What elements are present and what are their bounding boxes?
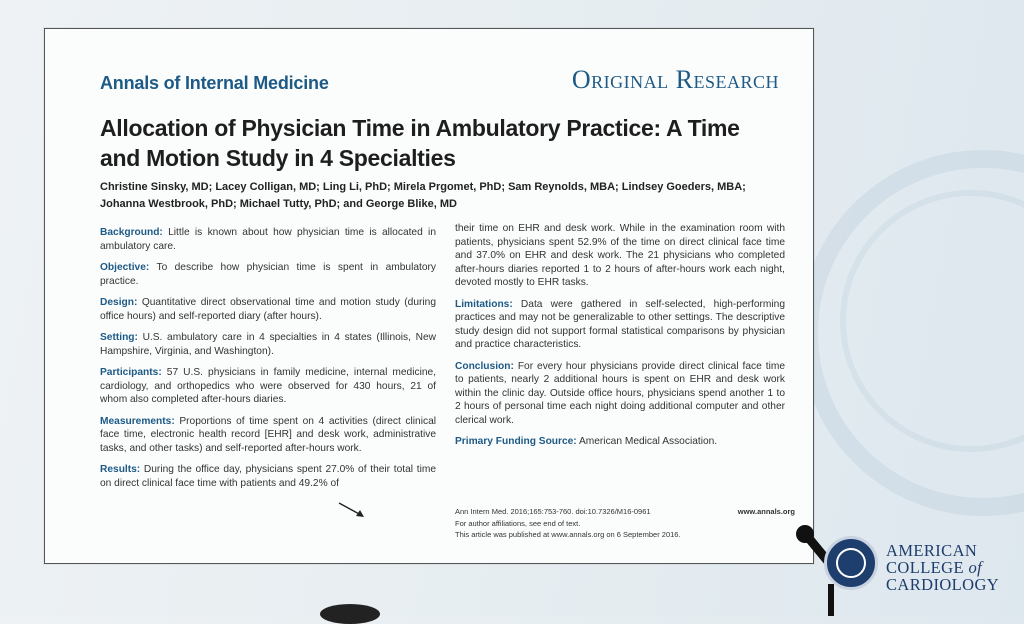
acc-logo-text: AMERICAN COLLEGE of CARDIOLOGY (886, 541, 1000, 594)
abstract-paragraph: Background: Little is known about how physician time is allocated in ambulatory care. (100, 227, 436, 252)
abstract-left-column (100, 226, 436, 498)
article-title: Allocation of Physician Time in Ambulatory Practice: A Time and Motion Study in 4 Specialties (100, 115, 740, 171)
abstract-paragraph: Primary Funding Source: American Medical Association. (455, 436, 718, 447)
citation-block (455, 506, 795, 541)
journal-name: Annals of Internal Medicine (100, 73, 329, 93)
author-list: Christine Sinsky, MD; Lacey Colligan, MD; Ling Li, PhD; Mirela Prgomet, PhD; Sam Reynolds, MBA; Lindsey Goeders, MBA; Johanna Westbrook, PhD; Michael Tutty, PhD; and George Blike, MD (100, 181, 746, 210)
abstract-paragraph: Setting: U.S. ambulatory care in 4 specialties in 4 states (Illinois, New Hampshire, Virginia, and Washington). (100, 332, 436, 357)
section-type: Original Research (571, 65, 779, 94)
article-slide (44, 28, 814, 564)
abstract-paragraph: their time on EHR and desk work. While in the examination room with patients, physicians spent 52.9% of the time on direct clinical face time and 37.0% on EHR and desk work. The 21 physicians who completed after-hours diaries reported 1 to 2 hours of after-hours work each night, devoted mostly to EHR tasks. (455, 223, 785, 288)
publication-note: This article was published at www.annals.org on 6 September 2016. (455, 530, 681, 539)
affiliations-note: For author affiliations, see end of text. (455, 518, 581, 528)
abstract-paragraph: Participants: 57 U.S. physicians in family medicine, internal medicine, cardiology, and orthopedics who were observed for 430 hours, 21 of whom also completed after-hours diaries. (100, 367, 436, 405)
audience-head-shadow (320, 604, 380, 624)
pointer-arrow-annotation (337, 501, 367, 519)
journal-website: www.annals.org (737, 507, 795, 516)
acc-seal-logo (824, 536, 878, 590)
abstract-right-column (455, 222, 785, 457)
abstract-paragraph: Results: During the office day, physicians spent 27.0% of their total time on direct clinical face time with patients and 49.2% of (100, 464, 436, 489)
abstract-paragraph: Design: Quantitative direct observational time and motion study (during office hours) and self-reported diary (after hours). (100, 297, 436, 322)
abstract-paragraph: Objective: To describe how physician time is spent in ambulatory practice. (100, 262, 436, 287)
abstract-paragraph: Measurements: Proportions of time spent on 4 activities (direct clinical face time, electronic health record [EHR] and desk work, administrative tasks, and other tasks) and self-reported after-hours work. (100, 415, 436, 454)
abstract-paragraph: Limitations: Data were gathered in self-selected, high-performing practices and may not be generalizable to other settings. The descriptive study design did not support formal statistical comparisons by physician and practice characteristics. (455, 298, 785, 350)
abstract-paragraph: Conclusion: For every hour physicians provide direct clinical face time to patients, nearly 2 additional hours is spent on EHR and desk work within the clinic day. Outside office hours, physicians spend another 1 to 2 hours of personal time each night doing additional computer and other clerical work. (455, 360, 785, 426)
citation-line: Ann Intern Med. 2016;165:753-760. doi:10.7326/M16-0961 (455, 507, 651, 516)
